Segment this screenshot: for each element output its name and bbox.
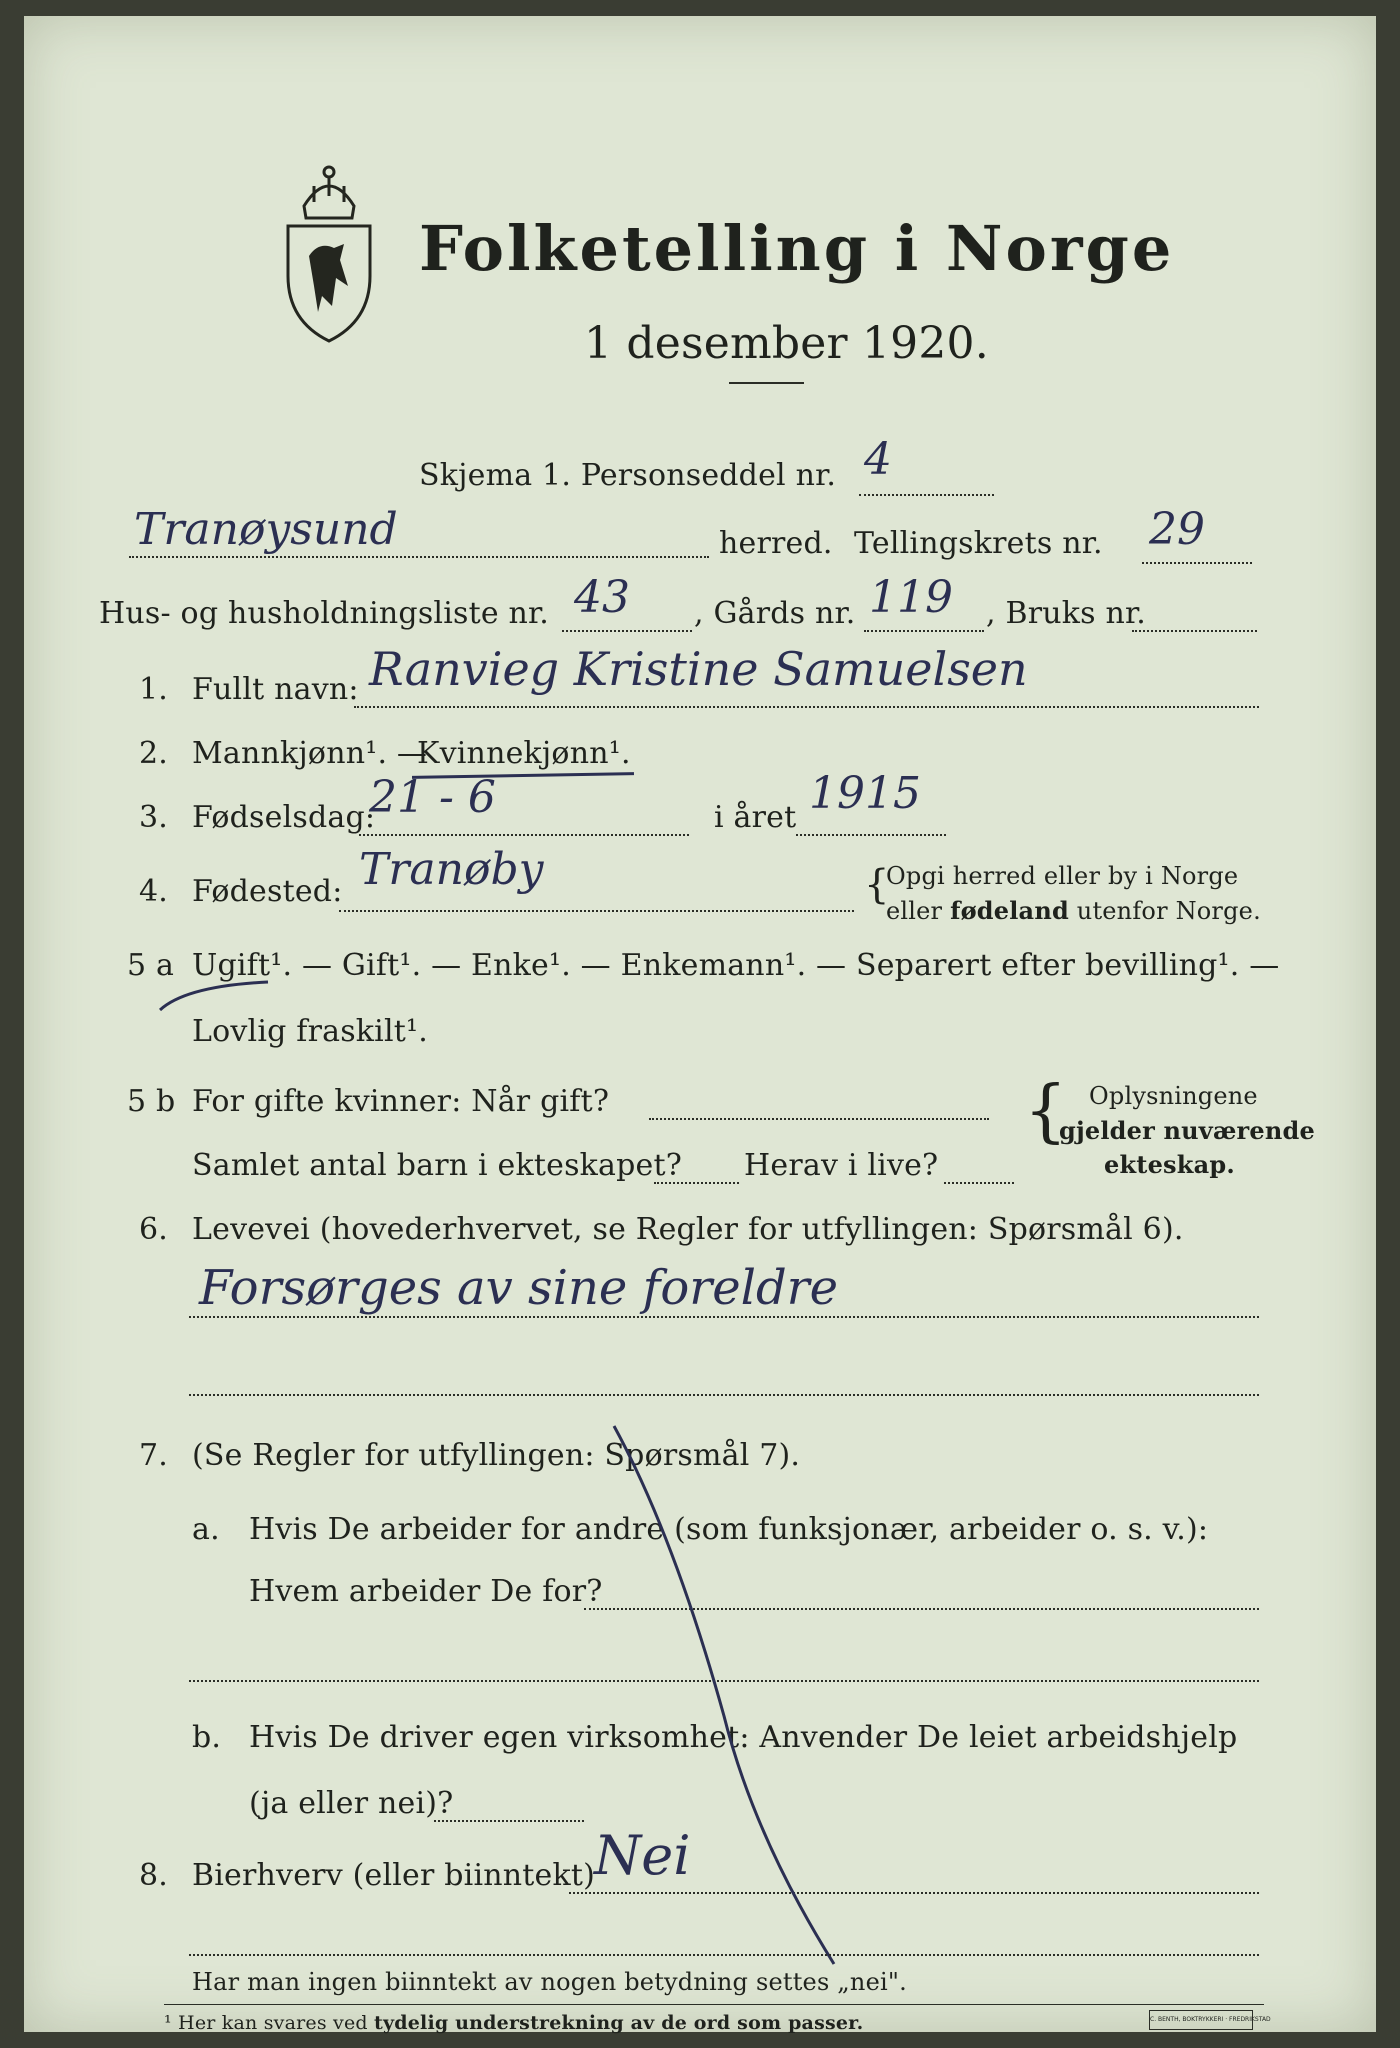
q6-line2 (189, 1394, 1259, 1396)
q3-value[interactable]: 21 - 6 (369, 772, 496, 823)
hus-line (562, 630, 692, 632)
q8-line2 (189, 1954, 1259, 1956)
q5b-brace: { (1024, 1072, 1068, 1151)
q7-label: (Se Regler for utfyllingen: Spørsmål 7). (192, 1438, 801, 1473)
q7b-letter: b. (192, 1720, 222, 1755)
q7a-employer-label: Hvem arbeider De for? (249, 1574, 603, 1609)
personseddel-value[interactable]: 4 (864, 434, 892, 485)
q5a-number: 5 a (127, 948, 175, 983)
q5b-alive-label: Herav i live? (744, 1148, 939, 1183)
q8-number: 8. (139, 1858, 169, 1893)
q5b-label: For gifte kvinner: Når gift? (192, 1084, 610, 1119)
skjema-label: Skjema 1. Personseddel nr. (419, 458, 837, 493)
q4-label: Fødested: (192, 874, 343, 909)
tellingskrets-label: Tellingskrets nr. (854, 526, 1103, 561)
q7b-label: Hvis De driver egen virksomhet: Anvender De leiet arbeidshjelp (249, 1720, 1238, 1755)
q7b-line (434, 1820, 584, 1822)
title-divider (729, 382, 804, 384)
q3-label: Fødselsdag: (192, 800, 376, 835)
herred-line (129, 556, 709, 558)
gards-label: , Gårds nr. (694, 596, 856, 631)
q4-value[interactable]: Tranøby (359, 844, 544, 895)
printer-stamp: C. BENTH, BOKTRYKKERI · FREDRIKSTAD (1149, 2010, 1253, 2030)
tellingskrets-line (1142, 562, 1252, 564)
q1-number: 1. (139, 672, 169, 707)
personseddel-line (859, 494, 994, 496)
q1-value[interactable]: Ranvieg Kristine Samuelsen (369, 642, 1028, 696)
q3-year-value[interactable]: 1915 (809, 768, 921, 819)
gards-value[interactable]: 119 (869, 572, 953, 623)
q5a-options-line2: Lovlig fraskilt¹. (192, 1014, 428, 1049)
q7a-letter: a. (192, 1512, 220, 1547)
q7a-label: Hvis De arbeider for andre (som funksjonær, arbeider o. s. v.): (249, 1512, 1209, 1547)
q5b-married-line (649, 1118, 989, 1120)
bruks-line (1132, 630, 1257, 632)
footnote-divider (164, 2004, 1264, 2005)
q5b-note-line3: ekteskap. (1104, 1150, 1235, 1179)
q6-line1 (189, 1316, 1259, 1318)
q3-year-label: i året (714, 800, 797, 835)
census-form-page (24, 16, 1376, 2032)
q2-option-mann: Mannkjønn¹. — (192, 736, 428, 771)
q4-brace: { (864, 862, 890, 908)
bruks-label: , Bruks nr. (986, 596, 1146, 631)
q4-line (339, 910, 854, 912)
q5b-note-line2: gjelder nuværende (1059, 1116, 1315, 1145)
q1-label: Fullt navn: (192, 672, 359, 707)
biinntekt-note: Har man ingen biinntekt av nogen betydning settes „nei". (192, 1968, 907, 1996)
herred-value[interactable]: Tranøysund (134, 504, 398, 555)
diagonal-pen-stroke (604, 1416, 864, 1976)
q5b-alive-line (944, 1182, 1014, 1184)
gards-line (864, 630, 984, 632)
q5b-children-line (654, 1182, 739, 1184)
q3-line (359, 834, 689, 836)
q5a-options: Ugift¹. — Gift¹. — Enke¹. — Enkemann¹. — Separert efter bevilling¹. — (192, 948, 1280, 983)
q6-value[interactable]: Forsørges av sine foreldre (199, 1260, 839, 1316)
q5b-note-line1: Oplysningene (1089, 1082, 1258, 1110)
q8-label: Bierhverv (eller biinntekt) (192, 1858, 596, 1893)
tellingskrets-value[interactable]: 29 (1149, 504, 1205, 555)
q3-number: 3. (139, 800, 169, 835)
q5b-children-label: Samlet antal barn i ekteskapet? (192, 1148, 683, 1183)
norway-coat-of-arms-icon (274, 156, 384, 346)
q3-year-line (796, 834, 946, 836)
q4-number: 4. (139, 874, 169, 909)
herred-label: herred. (719, 526, 833, 561)
q2-number: 2. (139, 736, 169, 771)
q8-value[interactable]: Nei (594, 1824, 691, 1887)
q4-note-line1: Opgi herred eller by i Norge (886, 862, 1239, 890)
form-title: Folketelling i Norge (419, 212, 1175, 285)
q1-line (354, 706, 1259, 708)
q6-label: Levevei (hovederhvervet, se Regler for utfyllingen: Spørsmål 6). (192, 1212, 1184, 1247)
q7b-label2: (ja eller nei)? (249, 1786, 454, 1821)
q5a-underline-mark (156, 976, 276, 1016)
q6-number: 6. (139, 1212, 169, 1247)
q2-option-kvinne: Kvinnekjønn¹. (417, 736, 631, 771)
q7-number: 7. (139, 1438, 169, 1473)
form-date: 1 desember 1920. (584, 318, 989, 369)
hus-value[interactable]: 43 (574, 572, 630, 623)
q4-note-line2: eller fødeland utenfor Norge. (886, 896, 1261, 925)
footnote: ¹ Her kan svares ved tydelig understrekning av de ord som passer. (164, 2012, 864, 2034)
q5b-number: 5 b (127, 1084, 176, 1119)
hus-label: Hus- og husholdningsliste nr. (99, 596, 550, 631)
